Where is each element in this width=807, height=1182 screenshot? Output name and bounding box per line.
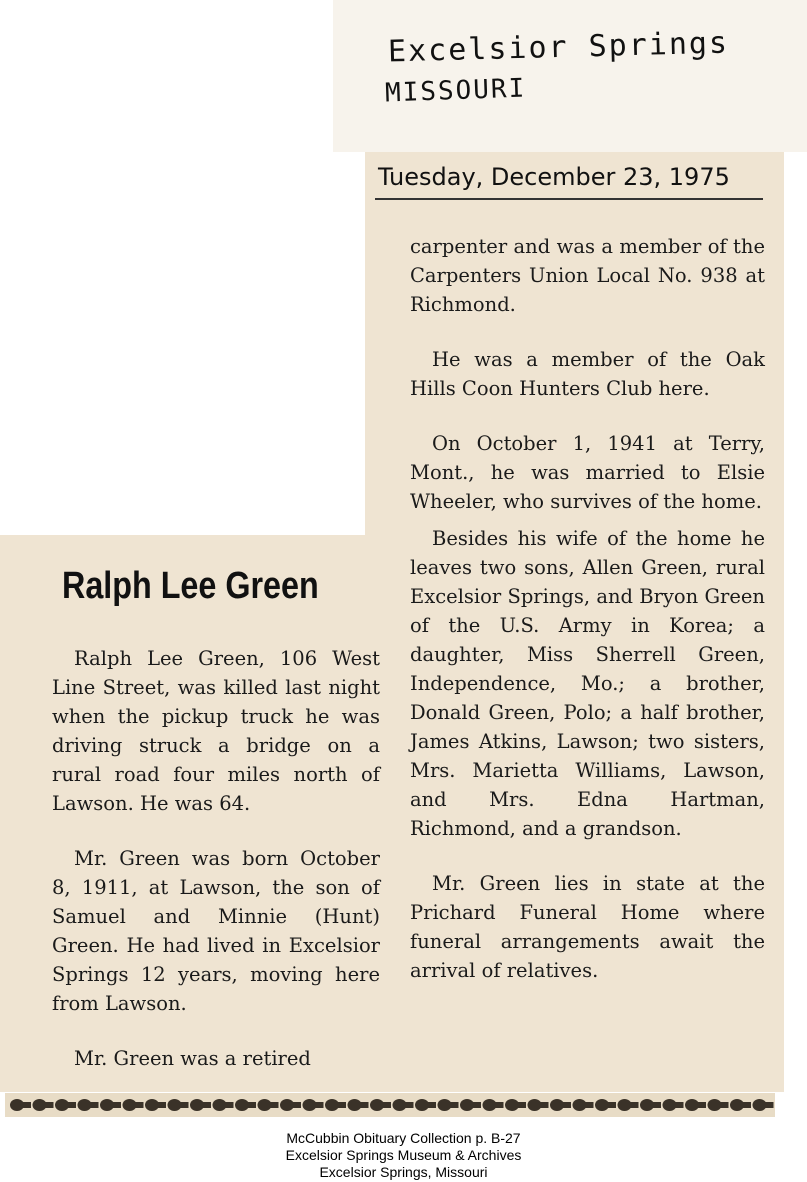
border-ornament <box>190 1099 204 1111</box>
border-ornament <box>415 1099 429 1111</box>
border-ornament <box>280 1099 294 1111</box>
border-ornament <box>136 1102 144 1108</box>
border-ornament <box>325 1099 339 1111</box>
paragraph: Besides his wife of the home he leaves two sons, Allen Green, rural Excelsior Springs, and Bryon Green of the U.S. Army in Korea; a daughter, Miss Sherrell Green, Independence, Mo.; a brother, Donald Green, Polo; a half brother, James Atkins, Lawson; two sisters, Mrs. Marietta Williams, Lawson, and Mrs. Edna Hartman, Richmond, and a grandson. <box>410 527 765 840</box>
border-ornament <box>473 1102 481 1108</box>
credit-line-location: Excelsior Springs, Missouri <box>319 1164 488 1180</box>
border-ornament <box>145 1099 159 1111</box>
paragraph: carpenter and was a member of the Carpenters Union Local No. 938 at Richmond. <box>410 235 765 316</box>
border-ornament <box>226 1102 234 1108</box>
border-ornament <box>618 1099 632 1111</box>
border-ornament <box>168 1099 182 1111</box>
clipping-top-paper <box>333 0 807 152</box>
border-ornament <box>698 1102 706 1108</box>
border-ornament <box>181 1102 189 1108</box>
border-ornament <box>348 1099 362 1111</box>
border-ornament <box>235 1099 249 1111</box>
border-ornament <box>640 1099 654 1111</box>
border-ornament <box>361 1102 369 1108</box>
border-ornament <box>33 1099 47 1111</box>
credit-line-collection: McCubbin Obituary Collection p. B-27 <box>286 1130 521 1146</box>
border-ornament <box>550 1099 564 1111</box>
paragraph: Mr. Green was a retired <box>74 1047 311 1070</box>
border-ornament <box>563 1102 571 1108</box>
border-ornament <box>370 1099 384 1111</box>
border-ornament <box>406 1102 414 1108</box>
border-ornament <box>123 1099 137 1111</box>
border-ornament <box>451 1102 459 1108</box>
border-ornament <box>203 1102 211 1108</box>
border-ornament <box>608 1102 616 1108</box>
border-ornament <box>518 1102 526 1108</box>
newspaper-dateline: Tuesday, December 23, 1975 <box>378 163 730 191</box>
border-ornament <box>428 1102 436 1108</box>
border-ornament <box>708 1099 722 1111</box>
paragraph: Mr. Green lies in state at the Prichard Funeral Home where funeral arrangements await the arrival of relatives. <box>410 872 765 982</box>
decorative-border-strip <box>5 1093 775 1117</box>
dateline-rule <box>375 198 763 200</box>
border-ornament <box>303 1099 317 1111</box>
border-ornament <box>496 1102 504 1108</box>
border-ornament <box>685 1099 699 1111</box>
border-ornament <box>271 1102 279 1108</box>
border-ornament <box>338 1102 346 1108</box>
border-ornament <box>663 1099 677 1111</box>
paragraph: Ralph Lee Green, 106 West Line Street, was killed last night when the pickup truck he was driving struck a bridge on a rural road four miles north of Lawson. He was 64. <box>52 647 380 815</box>
obituary-headline: Ralph Lee Green <box>62 565 319 607</box>
border-ornament <box>248 1102 256 1108</box>
border-ornament <box>316 1102 324 1108</box>
border-ornament <box>438 1099 452 1111</box>
border-ornament <box>68 1102 76 1108</box>
border-ornament <box>158 1102 166 1108</box>
border-ornament <box>113 1102 121 1108</box>
paragraph: Mr. Green was born October 8, 1911, at Lawson, the son of Samuel and Minnie (Hunt) Green. He had lived in Excelsior Springs 12 years, moving here from Lawson. <box>52 847 380 1015</box>
border-ornament <box>505 1099 519 1111</box>
handwritten-city: Excelsior Springs <box>387 25 730 70</box>
border-ornament <box>676 1102 684 1108</box>
obituary-left-column <box>52 644 380 1073</box>
border-ornament <box>595 1099 609 1111</box>
border-ornament <box>393 1099 407 1111</box>
border-ornament <box>573 1099 587 1111</box>
paragraph: On October 1, 1941 at Terry, Mont., he was married to Elsie Wheeler, who survives of the home. <box>410 432 765 513</box>
border-ornament <box>213 1099 227 1111</box>
collection-credits <box>0 1130 807 1181</box>
border-ornament <box>10 1099 24 1111</box>
border-ornament <box>383 1102 391 1108</box>
border-ornament <box>730 1099 744 1111</box>
border-ornament <box>631 1102 639 1108</box>
border-ornament <box>753 1099 767 1111</box>
border-ornament <box>743 1102 751 1108</box>
border-ornament <box>100 1099 114 1111</box>
border-ornament <box>528 1099 542 1111</box>
border-ornament <box>23 1102 31 1108</box>
border-ornament <box>483 1099 497 1111</box>
border-ornament <box>541 1102 549 1108</box>
border-ornament <box>721 1102 729 1108</box>
border-ornament <box>766 1102 774 1108</box>
handwritten-state: MISSOURI <box>384 73 527 109</box>
border-ornament <box>258 1099 272 1111</box>
border-ornament <box>586 1102 594 1108</box>
border-ornament <box>91 1102 99 1108</box>
border-ornament <box>293 1102 301 1108</box>
credit-line-museum: Excelsior Springs Museum & Archives <box>285 1147 522 1163</box>
border-ornament <box>460 1099 474 1111</box>
obituary-right-column <box>410 232 765 985</box>
border-ornament <box>46 1102 54 1108</box>
border-ornament <box>653 1102 661 1108</box>
border-ornament <box>55 1099 69 1111</box>
paragraph: He was a member of the Oak Hills Coon Hunters Club here. <box>410 348 765 400</box>
border-ornament <box>78 1099 92 1111</box>
